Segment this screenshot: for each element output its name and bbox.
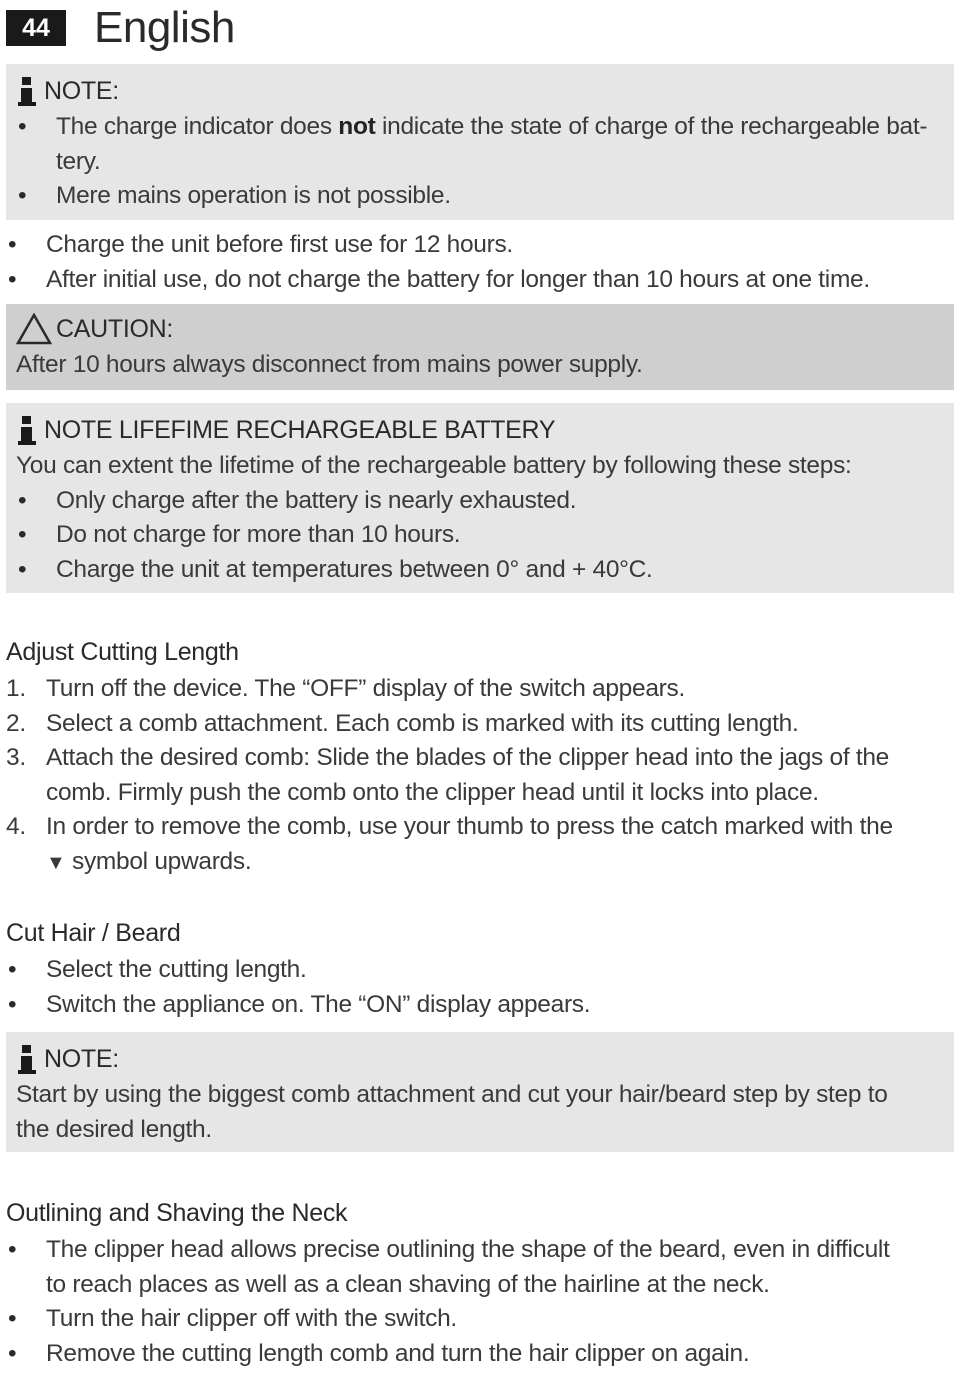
numbered-step <box>6 707 954 742</box>
note-label: NOTE LIFEFIME RECHARGEABLE BATTERY <box>44 415 556 444</box>
note-bullet: • Mere mains operation is not possible. <box>16 179 942 214</box>
note-text: The charge indicator does <box>56 113 339 140</box>
note-bullet: • Do not charge for more than 10 hours. <box>16 518 942 553</box>
numbered-step <box>6 810 954 880</box>
note-title <box>16 72 942 110</box>
note-box-battery-lifetime <box>6 403 954 593</box>
list-item: • Charge the unit before first use for 12 hours. <box>6 228 954 263</box>
step-number: 2. <box>6 709 26 737</box>
caution-text: After 10 hours always disconnect from mains power supply. <box>16 351 643 378</box>
note-text: Start by using the biggest comb attachment and cut your hair/beard step by step to the desired length. <box>16 1081 888 1143</box>
list-item: • Turn the hair clipper off with the switch. <box>6 1302 954 1337</box>
language-heading: English <box>94 3 235 52</box>
step-number: 3. <box>6 744 26 771</box>
caution-box <box>6 304 954 390</box>
caution-title <box>16 310 942 348</box>
note-bullet-continuation: tery. <box>56 147 101 175</box>
step-text: symbol upwards. <box>72 847 252 875</box>
section-adjust-cutting-length <box>6 632 954 880</box>
note-text: indicate the state of charge of the rechargeable bat- <box>375 113 928 140</box>
list-item: • Remove the cutting length comb and turn the hair clipper on again. <box>6 1337 954 1372</box>
info-icon <box>16 1044 38 1074</box>
note-box-charge-indicator <box>6 64 954 220</box>
page-header <box>6 0 235 56</box>
section-cut-hair-beard <box>6 913 954 1022</box>
list-item: • The clipper head allows precise outlining the shape of the beard, even in difficult to reach places as well as a clean shaving of the hairline at the neck. <box>6 1233 954 1302</box>
numbered-step <box>6 672 954 707</box>
info-icon <box>16 76 38 106</box>
page-number: 44 <box>6 10 66 46</box>
section-title: Outlining and Shaving the Neck <box>6 1199 348 1227</box>
note-label: NOTE: <box>44 1044 119 1073</box>
caution-label: CAUTION: <box>56 314 174 343</box>
section-title: Adjust Cutting Length <box>6 638 239 666</box>
list-item: • Switch the appliance on. The “ON” display appears. <box>6 988 954 1023</box>
step-text: Turn off the device. The “OFF” display of the switch appears. <box>46 675 685 702</box>
step-text: Attach the desired comb: Slide the blades of the clipper head into the jags of the comb. Firmly push the comb onto the clipper head until it locks into place. <box>46 744 889 806</box>
note-bold-text: not <box>338 113 376 140</box>
section-title: Cut Hair / Beard <box>6 919 181 947</box>
list-item: • After initial use, do not charge the battery for longer than 10 hours at one time. <box>6 263 954 298</box>
step-number: 1. <box>6 675 26 702</box>
charge-instructions <box>6 228 954 297</box>
step-number: 4. <box>6 813 26 840</box>
step-text: Select a comb attachment. Each comb is marked with its cutting length. <box>46 709 799 737</box>
warning-triangle-icon <box>16 313 52 345</box>
list-item: • Select the cutting length. <box>6 953 954 988</box>
note-intro: You can extent the lifetime of the rechargeable battery by following these steps: <box>16 452 852 479</box>
note-bullet: • Only charge after the battery is nearly exhausted. <box>16 484 942 519</box>
section-outlining-shaving-neck <box>6 1193 954 1371</box>
numbered-step <box>6 741 954 810</box>
info-icon <box>16 415 38 445</box>
triangle-down-symbol: ▼ <box>46 851 66 874</box>
note-label: NOTE: <box>44 76 119 105</box>
note-title <box>16 411 942 449</box>
note-title <box>16 1040 942 1078</box>
note-box-comb-attachment <box>6 1032 954 1152</box>
step-text: In order to remove the comb, use your thumb to press the catch marked with the <box>46 813 893 840</box>
note-bullet: • Charge the unit at temperatures between 0° and + 40°C. <box>16 553 942 588</box>
note-bullet <box>16 110 942 145</box>
